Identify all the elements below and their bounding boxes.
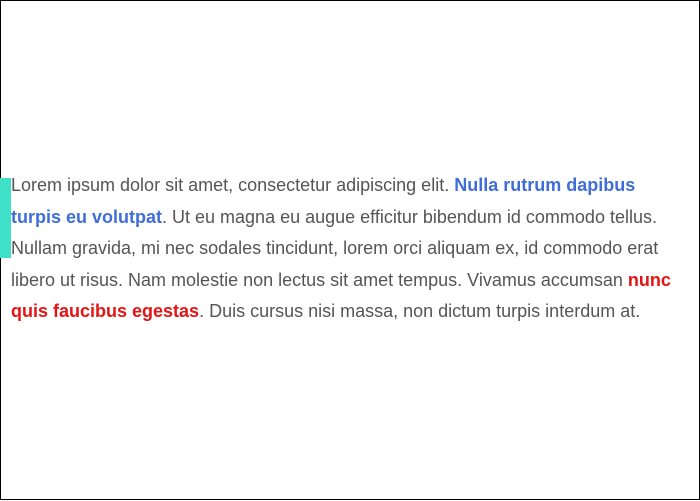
- highlight-red-text: nunc quis faucibus egestas: [11, 269, 671, 321]
- accent-bar: [0, 178, 11, 258]
- body-paragraph: [11, 170, 683, 328]
- paragraph-text-1: Lorem ipsum dolor sit amet, consectetur adipiscing elit.: [11, 175, 455, 195]
- paragraph-text-2: . Ut eu magna eu augue efficitur bibendum id commodo tellus. Nullam gravida, mi nec sodales tincidunt, lorem orci aliquam ex, id commodo erat libero ut risus. Nam molestie non lectus sit amet tempus. Vivamus accumsan: [11, 206, 659, 290]
- highlight-blue-text: Nulla rutrum dapibus turpis eu volutpat: [11, 175, 636, 227]
- paragraph-text-3: . Duis cursus nisi massa, non dictum turpis interdum at.: [199, 301, 641, 321]
